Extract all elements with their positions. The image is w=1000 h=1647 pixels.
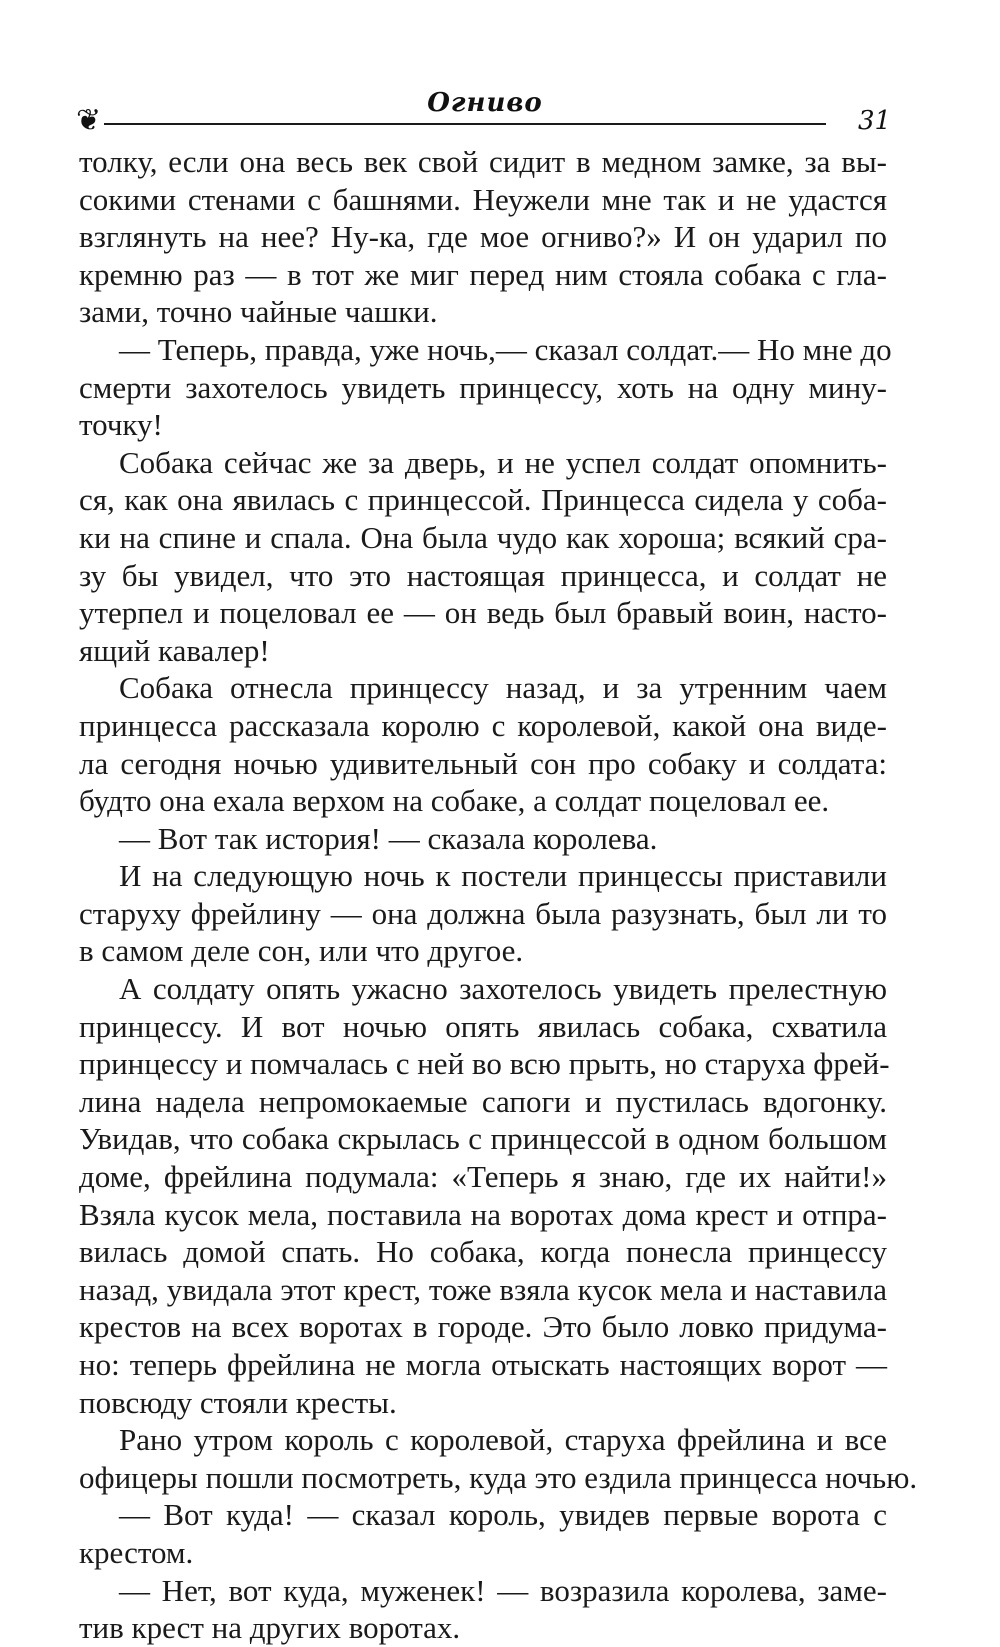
text-line: Собака отнесла принцессу назад, и за утренним чаем: [119, 670, 887, 706]
text-line: тив крест на других воротах.: [79, 1610, 461, 1646]
header-rule: [104, 123, 826, 125]
text-line: Взяла кусок мела, поставила на воротах дома крест и отпра-: [79, 1196, 887, 1232]
text-line: назад, увидала этот крест, тоже взяла кусок мела и наставила: [79, 1271, 887, 1307]
text-line: крестов на всех воротах в городе. Это было ловко придума-: [79, 1309, 887, 1345]
text-line: утерпел и поцеловал ее — он ведь был бравый воин, насто-: [79, 595, 887, 631]
text-line: крестом.: [79, 1534, 194, 1570]
text-line: А солдату опять ужасно захотелось увидеть прелестную: [119, 971, 887, 1007]
text-line: И на следующую ночь к постели принцессы приставили: [119, 858, 887, 894]
text-line: зу бы увидел, что это настоящая принцесса, и солдат не: [79, 557, 887, 593]
text-line: доме, фрейлина подумала: «Теперь я знаю, где их найти!»: [79, 1159, 887, 1195]
text-line: Увидав, что собака скрылась с принцессой в одном большом: [79, 1121, 887, 1157]
text-line: взглянуть на нее? Ну-ка, где мое огниво?» И он ударил по: [79, 219, 887, 255]
text-line: но: теперь фрейлина не могла отыскать настоящих ворот —: [79, 1347, 887, 1382]
text-line: принцессу. И вот ночью опять явилась собака, схватила: [79, 1008, 887, 1044]
text-line: принцессу и помчалась с ней во всю прыть, но старуха фрей-: [79, 1046, 890, 1082]
text-line: в самом деле сон, или что другое.: [79, 933, 524, 969]
text-line: ся, как она явилась с принцессой. Принцесса сидела у соба-: [79, 482, 887, 518]
text-line: — Вот так история! — сказала королева.: [119, 820, 658, 856]
text-line: вилась домой спать. Но собака, когда понесла принцессу: [79, 1234, 887, 1270]
text-line: ла сегодня ночью удивительный сон про собаку и солдата:: [79, 745, 887, 781]
ornament-icon: ❦: [76, 103, 102, 138]
text-line: кремню раз — в тот же миг перед ним стояла собака с гла-: [79, 256, 887, 292]
text-line: смерти захотелось увидеть принцессу, хоть на одну мину-: [79, 369, 887, 405]
text-line: повсюду стояли кресты.: [79, 1384, 397, 1420]
text-line: — Теперь, правда, уже ночь,— сказал солдат.— Но мне до: [119, 331, 892, 367]
text-line: лина надела непромокаемые сапоги и пустилась вдогонку.: [79, 1083, 887, 1119]
page-number: 31: [858, 106, 892, 136]
text-line: точку!: [79, 407, 163, 443]
text-line: будто она ехала верхом на собаке, а солдат поцеловал ее.: [79, 783, 830, 819]
running-title: Огниво: [427, 88, 543, 118]
text-line: Рано утром король с королевой, старуха фрейлина и все: [119, 1422, 887, 1458]
text-line: старуху фрейлину — она должна была разузнать, был ли то: [79, 895, 887, 931]
text-line: — Нет, вот куда, муженек! — возразила королева, заме-: [119, 1572, 887, 1608]
text-line: зами, точно чайные чашки.: [79, 294, 438, 330]
text-line: сокими стенами с башнями. Неужели мне так и не удастся: [79, 181, 887, 217]
text-body: [79, 143, 918, 1647]
text-line: офицеры пошли посмотреть, куда это ездила принцесса ночью.: [79, 1459, 918, 1495]
text-line: принцесса рассказала королю с королевой, какой она виде-: [79, 707, 887, 743]
text-line: ящий кавалер!: [79, 632, 270, 668]
text-line: ки на спине и спала. Она была чудо как хороша; всякий сра-: [79, 519, 887, 555]
text-line: Собака сейчас же за дверь, и не успел солдат опомнить-: [119, 444, 887, 480]
text-line: — Вот куда! — сказал король, увидев первые ворота с: [119, 1497, 887, 1533]
text-line: толку, если она весь век свой сидит в медном замке, за вы-: [79, 144, 887, 179]
